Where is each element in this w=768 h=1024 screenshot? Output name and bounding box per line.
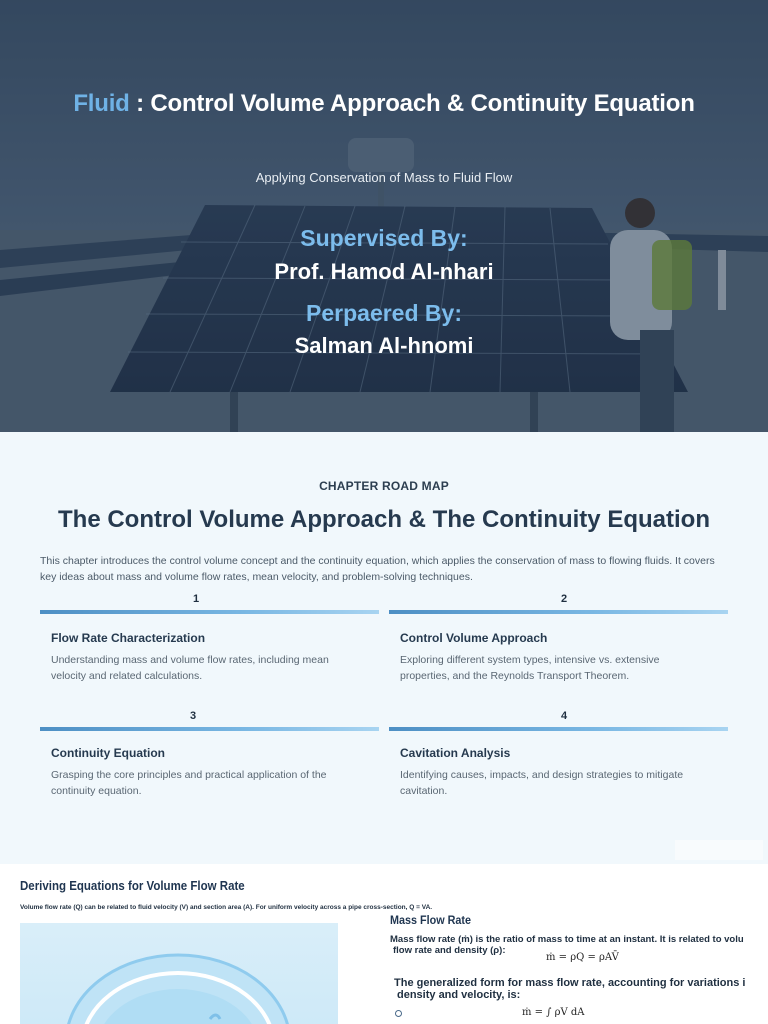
- hero-overlay: [0, 0, 768, 432]
- hero-title-accent: Fluid: [73, 90, 130, 117]
- step-description: Identifying causes, impacts, and design strategies to mitigate cavitation.: [400, 769, 684, 797]
- general-form-description-cont: density and velocity, is:: [397, 989, 521, 1001]
- roadmap-step-4: [389, 710, 728, 820]
- step-description: Exploring different system types, intensive vs. extensive properties, and the Reynolds Transport Theorem.: [400, 654, 660, 682]
- step-progress-bar: [389, 610, 728, 614]
- circle-marker-icon: [395, 1010, 402, 1017]
- hero-title: [0, 90, 768, 118]
- general-mass-flow-equation: ṁ = ∫ ρV dA: [522, 1007, 585, 1018]
- slide-note: Volume flow rate (Q) can be related to fluid velocity (V) and section area (A). For uniform velocity across a pipe cross-section, Q = VA.: [20, 904, 433, 911]
- mass-flow-description-cont: flow rate and density (ρ):: [393, 945, 506, 956]
- step-heading: Cavitation Analysis: [400, 746, 511, 760]
- general-form-description: The generalized form for mass flow rate, accounting for variations i: [394, 977, 746, 989]
- roadmap-title: The Control Volume Approach & The Continuity Equation: [58, 506, 710, 533]
- step-number: 2: [560, 593, 568, 605]
- pipe-cross-section-graphic: [20, 923, 338, 1024]
- supervisor-name: Prof. Hamod Al-nhari: [274, 259, 494, 284]
- hero-banner: [0, 0, 768, 432]
- step-description: Grasping the core principles and practical application of the continuity equation.: [51, 769, 327, 797]
- step-number: 1: [192, 593, 200, 605]
- blank-placeholder-box: [675, 840, 763, 860]
- step-heading: Flow Rate Characterization: [51, 631, 206, 645]
- roadmap-step-3: [40, 710, 379, 820]
- pipe-illustration: [20, 923, 338, 1024]
- roadmap-step-1: [40, 593, 379, 703]
- slide-title: Deriving Equations for Volume Flow Rate: [20, 879, 245, 893]
- volume-flow-slide: [0, 864, 768, 1024]
- hero-subtitle: Applying Conservation of Mass to Fluid Flow: [255, 170, 513, 185]
- step-description: Understanding mass and volume flow rates, including mean velocity and related calculations.: [51, 654, 329, 682]
- roadmap-eyebrow: CHAPTER ROAD MAP: [319, 479, 449, 493]
- preparer-name: Salman Al-hnomi: [294, 333, 474, 358]
- prepared-label: Perpaered By:: [306, 300, 462, 326]
- roadmap-intro: This chapter introduces the control volume concept and the continuity equation, which applies the conservation of mass to flowing fluids. It covers key ideas about mass and volume flow rates, mean velocity, and problem-solving techniques.: [40, 555, 715, 583]
- hero-title-rest: : Control Volume Approach & Continuity Equation: [129, 90, 695, 117]
- chapter-roadmap-section: [0, 432, 768, 864]
- supervised-label: Supervised By:: [300, 225, 468, 251]
- step-number: 3: [189, 710, 197, 722]
- roadmap-step-2: [389, 593, 728, 703]
- mass-flow-equation: ṁ = ρQ = ρAV̄: [546, 952, 619, 963]
- step-progress-bar: [389, 727, 728, 731]
- step-heading: Control Volume Approach: [400, 631, 548, 645]
- mass-flow-description: Mass flow rate (ṁ) is the ratio of mass to time at an instant. It is related to volu: [390, 934, 744, 945]
- step-heading: Continuity Equation: [51, 746, 165, 760]
- step-progress-bar: [40, 727, 379, 731]
- step-progress-bar: [40, 610, 379, 614]
- step-number: 4: [560, 710, 568, 722]
- mass-flow-title: Mass Flow Rate: [390, 913, 472, 927]
